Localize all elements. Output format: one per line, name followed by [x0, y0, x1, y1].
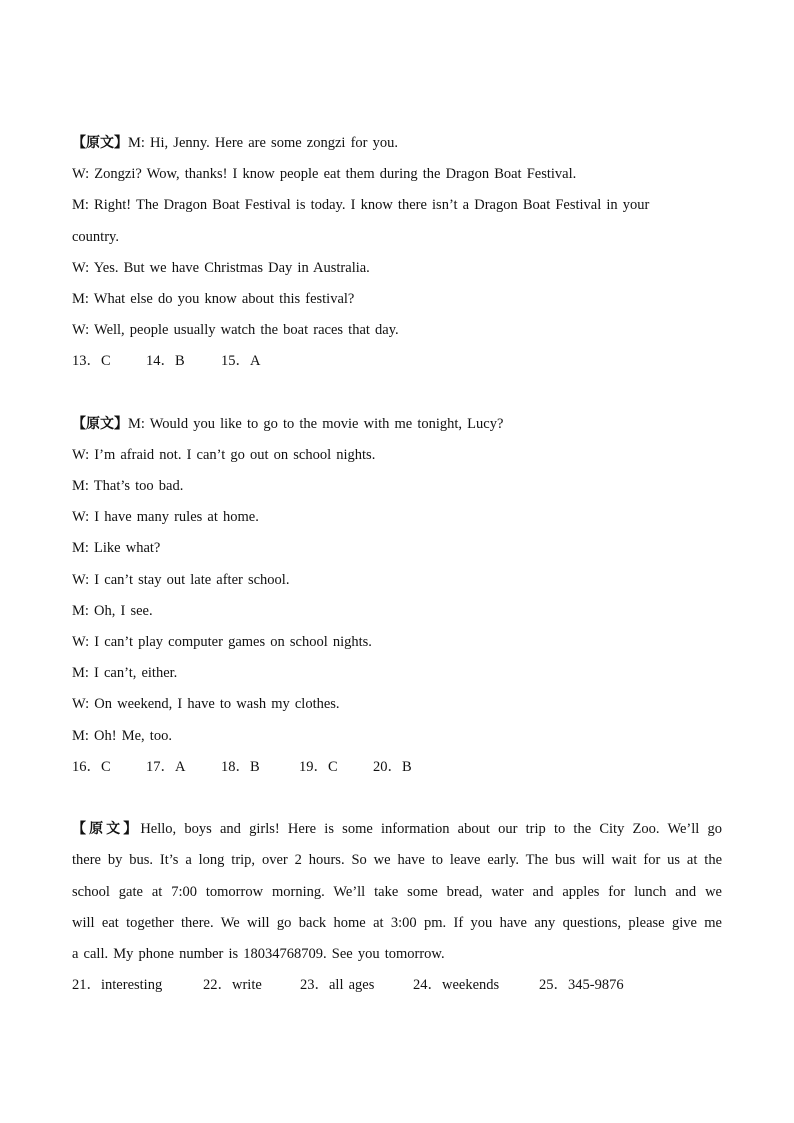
- section1-line-6: M: What else do you know about this festival?: [72, 290, 355, 307]
- answer-18: 18．B: [221, 758, 260, 775]
- section1-line-4: country.: [72, 228, 119, 245]
- section2-line-1: 【原文】M: Would you like to go to the movie with me tonight, Lucy?: [72, 415, 504, 432]
- section2-line-6: W: I can’t stay out late after school.: [72, 571, 290, 588]
- section2-line-8: W: I can’t play computer games on school nights.: [72, 634, 372, 650]
- answer-24: 24．weekends: [413, 977, 500, 994]
- section2-line-2: W: I’m afraid not. I can’t go out on school nights.: [72, 446, 376, 463]
- section3-answers: [72, 970, 722, 1001]
- section3-line-5: a call. My phone number is 18034768709. See you tomorrow.: [72, 945, 445, 962]
- section1-answers: [72, 346, 722, 377]
- section2-line-9: M: I can’t, either.: [72, 665, 178, 682]
- section2-line-4: W: I have many rules at home.: [72, 509, 259, 526]
- answer-19: 19．C: [299, 758, 338, 775]
- section3-tag: 【原文】: [72, 821, 141, 838]
- section2-line-7: M: Oh, I see.: [72, 602, 153, 619]
- section1-line-7: W: Well, people usually watch the boat races that day.: [72, 322, 399, 339]
- section2-line-3: M: That’s too bad.: [72, 478, 184, 495]
- answer-13: 13．C: [72, 353, 111, 370]
- section3-line-3: school gate at 7:00 tomorrow morning. We’ll take some bread, water and apples for lunch and we: [72, 883, 722, 900]
- transcript-page: [72, 128, 722, 1001]
- section-spacer: [72, 378, 722, 409]
- section2-answers: [72, 752, 722, 783]
- section2-line-10: W: On weekend, I have to wash my clothes.: [72, 696, 340, 713]
- section3-line-1: 【原文】Hello, boys and girls! Here is some information about our trip to the City Zoo. We’ll go: [72, 821, 723, 838]
- section1-line-3: M: Right! The Dragon Boat Festival is today. I know there isn’t a Dragon Boat Festival in your: [72, 197, 650, 214]
- answer-22: 22．write: [203, 977, 262, 994]
- section2-line-5: M: Like what?: [72, 540, 161, 557]
- section1-line-1: 【原文】M: Hi, Jenny. Here are some zongzi for you.: [72, 135, 398, 151]
- section2-tag: 【原文】: [72, 415, 128, 432]
- answer-20: 20．B: [373, 758, 412, 775]
- section1-line-2: W: Zongzi? Wow, thanks! I know people eat them during the Dragon Boat Festival.: [72, 166, 577, 183]
- answer-17: 17．A: [146, 758, 186, 775]
- answer-23: 23．all ages: [300, 977, 375, 994]
- section2-line-11: M: Oh! Me, too.: [72, 727, 172, 744]
- section3-line-4: will eat together there. We will go back home at 3:00 pm. If you have any questions, please give me: [72, 914, 722, 931]
- section1-line-5: W: Yes. But we have Christmas Day in Australia.: [72, 259, 370, 276]
- section-spacer: [72, 783, 722, 814]
- answer-16: 16．C: [72, 758, 111, 775]
- answer-21: 21．interesting: [72, 977, 163, 994]
- answer-25: 25．345-9876: [539, 977, 624, 994]
- section1-tag: 【原文】: [72, 135, 128, 151]
- section3-line-2: there by bus. It’s a long trip, over 2 hours. So we have to leave early. The bus will wait for us at the: [72, 852, 722, 869]
- answer-14: 14．B: [146, 353, 185, 370]
- answer-15: 15．A: [221, 353, 261, 370]
